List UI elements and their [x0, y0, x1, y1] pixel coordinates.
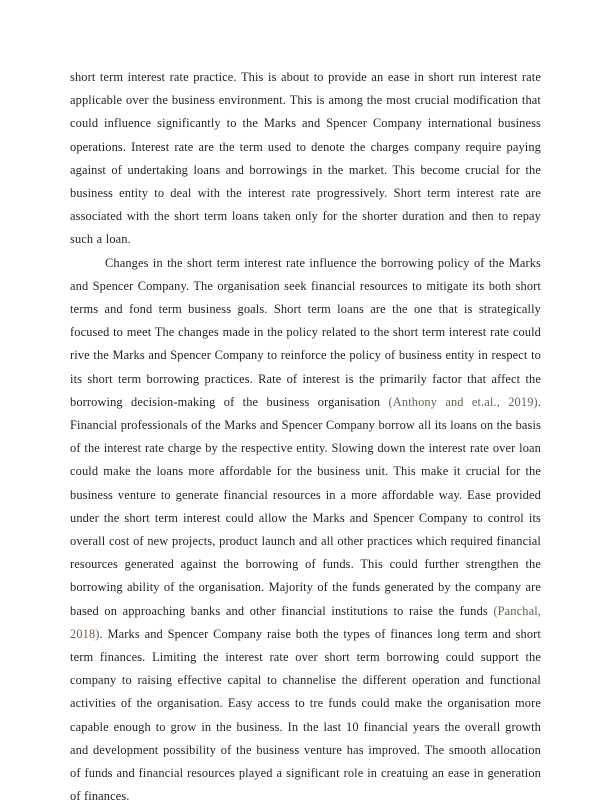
body-text-run: . Financial professionals of the Marks and Spencer Company borrow all its loans on the basis of the interest rate charge by the respective entity. Slowing down the interest rate over loan could make the loans more affordable for the business unit. This make it crucial for the business venture to generate financial resources in a more affordable way. Ease provided under the short term interest could allow the Marks and Spencer Company to control its overall cost of new projects, product launch and all other practices which required financial resources generated against the borrowing of funds. This could further strengthen the borrowing ability of the organisation. Majority of the funds generated by the company are based on approaching banks and other financial institutions to raise the funds [70, 394, 541, 618]
paragraph-changes [70, 252, 541, 809]
document-text-body [70, 66, 541, 809]
paragraph-continuation [70, 66, 541, 252]
body-text-run: Changes in the short term interest rate influence the borrowing policy of the Marks and Spencer Company. The organisation seek financial resources to mitigate its both short terms and fond term business goals. Short term loans are the one that is strategically focused to meet The changes made in the policy related to the short term interest rate could rive the Marks and Spencer Company to reinforce the policy of business entity in respect to its short term borrowing practices. Rate of interest is the primarily factor that affect the borrowing decision-making of the business organisation [70, 255, 541, 409]
body-text-run: . Marks and Spencer Company raise both the types of finances long term and short term finances. Limiting the interest rate over short term borrowing could support the company to raising effective capital to channelise the different operation and functional activities of the organisation. Easy access to tre funds could make the organisation more capable enough to grow in the business. In the last 10 financial years the overall growth and development possibility of the business venture has improved. The smooth allocation of funds and financial resources played a significant role in creatuing an ease in generation of finances. [70, 626, 541, 804]
inline-citation: (Panchal, 2018) [70, 603, 541, 641]
inline-citation: (Anthony and et.al., 2019) [388, 394, 538, 409]
body-text-run: short term interest rate practice. This is about to provide an ease in short run interest rate applicable over the business environment. This is among the most crucial modification that could influence significantly to the Marks and Spencer Company international business operations. Interest rate are the term used to denote the charges company require paying against of undertaking loans and borrowings in the market. This become crucial for the business entity to deal with the interest rate progressively. Short term interest rate are associated with the short term loans taken only for the shorter duration and then to repay such a loan. [70, 70, 541, 247]
